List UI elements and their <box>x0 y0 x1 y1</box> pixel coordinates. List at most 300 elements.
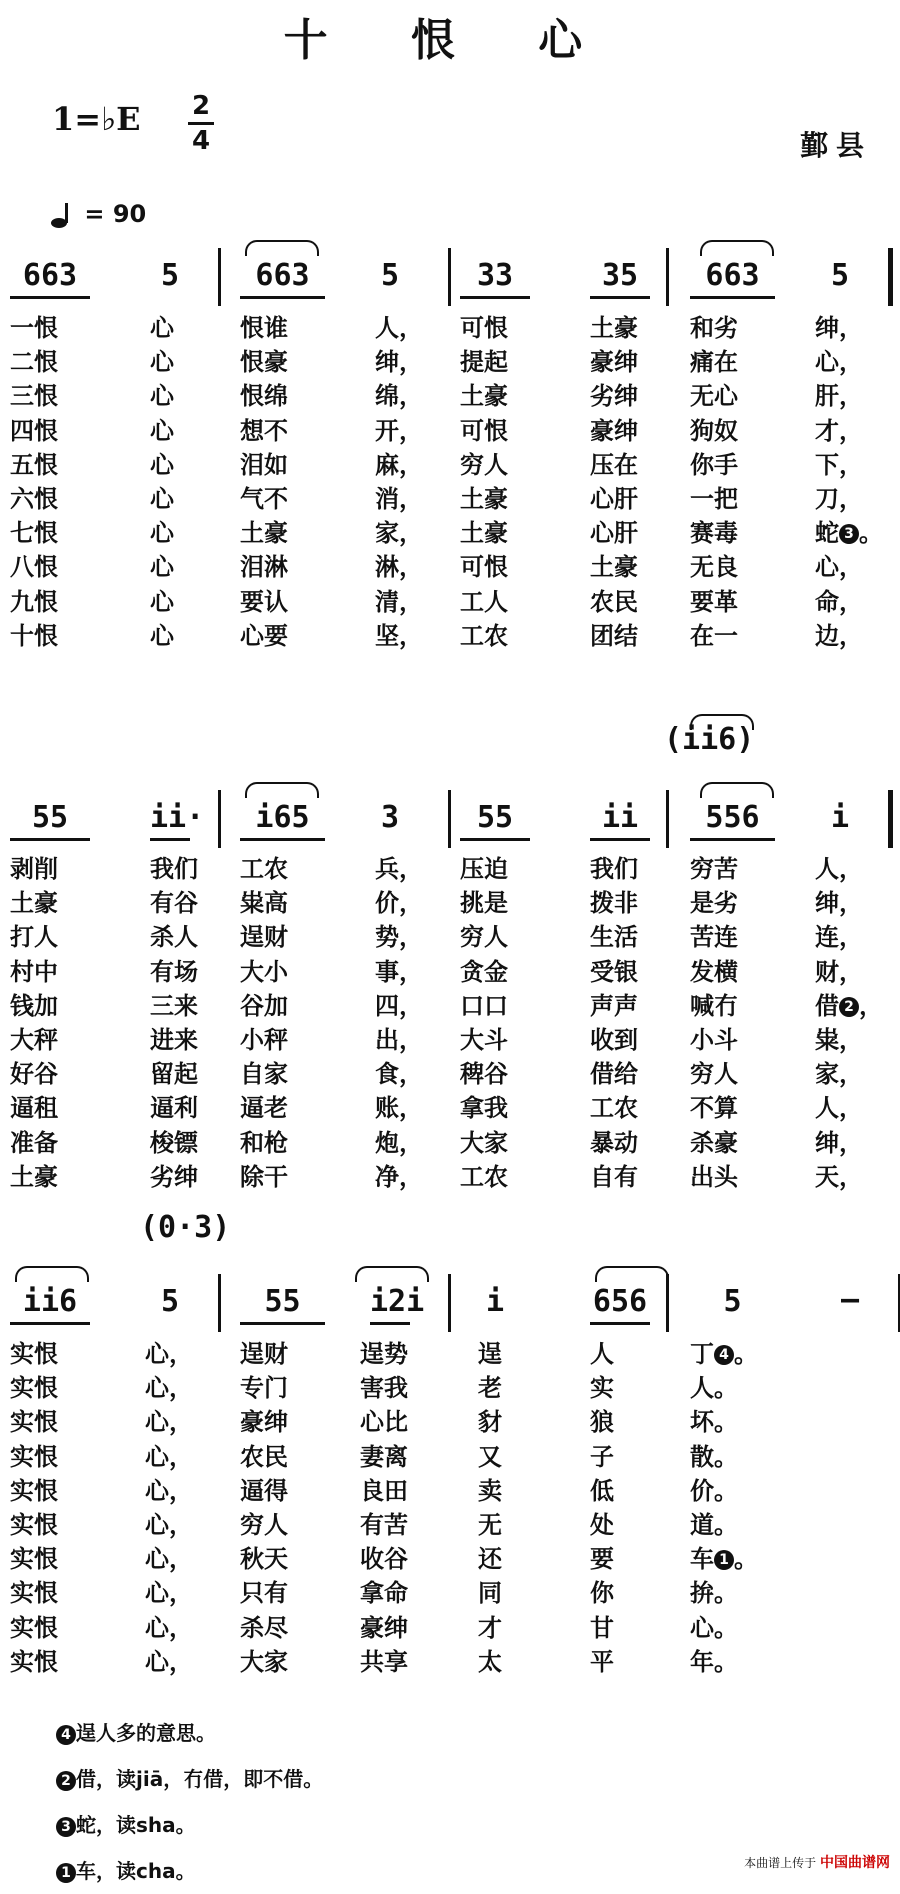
lyric-word: 心 <box>150 519 174 548</box>
lyric-word: 心， <box>145 1647 193 1676</box>
footnote-text: 借，读jiā，冇借，即不借。 <box>76 1767 324 1791</box>
slur-mark <box>245 782 319 798</box>
lyric-word: 工农 <box>590 1094 638 1123</box>
slur-mark <box>245 240 319 256</box>
lyric-word: 绅， <box>815 1128 863 1157</box>
bar-line <box>448 1274 451 1332</box>
lyric-word: 心， <box>145 1613 193 1642</box>
lyric-word: 杀人 <box>150 923 198 952</box>
lyric-verse <box>0 376 900 412</box>
lyric-word: 拚。 <box>690 1579 738 1608</box>
footnote-mark: 3 <box>56 1817 76 1837</box>
lyric-word: 坚， <box>375 621 423 650</box>
lyric-word: 泪淋 <box>240 553 288 582</box>
lyric-word: 土豪 <box>460 382 508 411</box>
lyric-word: 只有 <box>240 1579 288 1608</box>
lyric-word: 气不 <box>240 485 288 513</box>
lyric-word: 谷加 <box>240 991 288 1020</box>
note-group: 663 <box>10 256 90 299</box>
lyric-word: 农民 <box>240 1442 288 1471</box>
slur-mark <box>15 1266 89 1282</box>
lyric-verse <box>0 308 900 344</box>
lyric-word: 提起 <box>460 348 508 377</box>
lyric-verse <box>0 582 900 618</box>
lyric-word: 借 2 ， <box>815 991 883 1020</box>
lyric-word: 打人 <box>10 923 58 952</box>
lyric-word: 实恨 <box>10 1579 58 1608</box>
note-group: 55 <box>460 798 530 841</box>
song-title: 十 恨 心 <box>283 15 617 66</box>
lyric-word: 豺 <box>478 1408 502 1437</box>
lyric-word: 声声 <box>590 991 638 1020</box>
note-group: 663 <box>690 256 775 299</box>
lyric-word: 准备 <box>10 1128 58 1157</box>
lyric-word: 边， <box>815 621 863 650</box>
lyric-word: 有谷 <box>150 889 198 918</box>
lyric-word: 低 <box>590 1476 614 1505</box>
lyric-word: 豪绅 <box>590 348 638 377</box>
lyric-word: 心， <box>145 1442 193 1471</box>
lyric-verse <box>0 1608 900 1644</box>
lyric-word: 心， <box>145 1340 193 1368</box>
note-group: 5 <box>380 258 400 293</box>
region-label: 鄞县 <box>799 129 872 162</box>
lyric-verse <box>0 1573 900 1609</box>
note-group: i65 <box>240 798 325 841</box>
lyric-word: 肝， <box>815 382 863 411</box>
lyric-word: 压迫 <box>460 855 508 883</box>
bar-line <box>666 248 669 306</box>
lyric-word: 压在 <box>590 450 638 479</box>
lyric-word: 卖 <box>478 1476 502 1505</box>
alternate-notes-line-2: (ii6) <box>664 722 755 757</box>
lyric-word: 有苦 <box>360 1511 408 1539</box>
lyric-word: 有场 <box>150 957 198 986</box>
lyric-word: 劣绅 <box>150 1162 198 1191</box>
lyric-word: 要认 <box>240 587 288 616</box>
lyric-word: 借给 <box>590 1060 638 1089</box>
lyric-word: 散。 <box>690 1442 738 1471</box>
lyric-word: 心 <box>150 553 174 582</box>
note-group: i <box>485 1284 505 1319</box>
lyric-word: 财， <box>815 957 863 986</box>
footnote-2 <box>56 1756 323 1802</box>
lyric-word: 逞财 <box>240 1340 288 1368</box>
lyric-word: 下， <box>815 450 863 479</box>
lyric-word: 四， <box>375 991 423 1020</box>
lyric-word: 是劣 <box>690 889 738 918</box>
lyric-word: 年。 <box>690 1647 738 1676</box>
footnote-text: 车，读cha。 <box>76 1859 196 1883</box>
lyric-word: 炮， <box>375 1128 423 1157</box>
lyric-verse <box>0 1020 900 1056</box>
lyric-word: 清， <box>375 587 423 616</box>
lyric-word: 绅， <box>815 314 863 342</box>
lyric-word: 土豪 <box>460 485 508 513</box>
lyric-word: 泪如 <box>240 450 288 479</box>
note-group: 3 <box>380 800 400 835</box>
bar-line <box>218 790 221 848</box>
lyric-word: 工农 <box>240 855 288 883</box>
lyric-word: 拨非 <box>590 889 638 918</box>
lyric-word: 你 <box>590 1579 614 1608</box>
lyric-word: 挑是 <box>460 889 508 918</box>
lyric-word: 无心 <box>690 382 738 411</box>
lyric-word: 实恨 <box>10 1340 58 1368</box>
lyric-word: 人， <box>815 855 863 883</box>
lyric-verse <box>0 513 900 549</box>
lyric-word: 你手 <box>690 450 738 479</box>
lyric-word: 心 <box>150 314 174 342</box>
time-signature-bottom: 4 <box>191 126 211 156</box>
lyric-word: 好谷 <box>10 1060 58 1089</box>
note-group: 35 <box>590 256 650 299</box>
lyric-verse <box>0 1471 900 1507</box>
lyric-word: 七恨 <box>10 519 58 548</box>
lyric-word: 又 <box>478 1442 502 1471</box>
lyric-word: 出， <box>375 1026 423 1054</box>
lyric-word: 在一 <box>690 621 738 650</box>
lyric-word: 家， <box>375 519 423 548</box>
lyric-word: 梭镖 <box>150 1128 198 1157</box>
lyric-word: 狼 <box>590 1408 614 1437</box>
lyric-word: 心 <box>150 416 174 445</box>
bar-line <box>666 1274 669 1332</box>
time-signature <box>188 92 214 155</box>
lyric-word: 村中 <box>10 957 58 986</box>
lyric-word: 暴动 <box>590 1128 638 1157</box>
lyric-word: 土豪 <box>590 314 638 342</box>
lyric-verse <box>0 616 900 652</box>
lyric-word: 实恨 <box>10 1374 58 1403</box>
note-group: 5 <box>160 258 180 293</box>
lyric-word: 心 <box>150 587 174 616</box>
lyric-word: 我们 <box>150 855 198 883</box>
lyric-word: 天， <box>815 1162 863 1191</box>
lyric-word: 十恨 <box>10 621 58 650</box>
lyric-word: 心 <box>150 621 174 650</box>
lyric-word: 逞财 <box>240 923 288 952</box>
footnote-text: 蛇，读sha。 <box>76 1813 196 1837</box>
lyric-word: 恨豪 <box>240 348 288 377</box>
lyric-word: 兵， <box>375 855 423 883</box>
lyric-word: 土豪 <box>10 1162 58 1191</box>
upload-credit <box>744 1852 890 1872</box>
lyric-word: 丁 4 。 <box>690 1340 758 1368</box>
lyric-word: 八恨 <box>10 553 58 582</box>
lyric-word: 心 <box>150 382 174 411</box>
lyric-word: 大秤 <box>10 1026 58 1054</box>
lyric-word: 受银 <box>590 957 638 986</box>
lyric-word: 进来 <box>150 1026 198 1054</box>
lyric-word: 可恨 <box>460 553 508 582</box>
lyric-verse <box>0 1539 900 1575</box>
lyric-word: 收到 <box>590 1026 638 1054</box>
lyric-word: 贪金 <box>460 957 508 986</box>
quarter-note-icon <box>50 201 76 229</box>
slur-mark <box>595 1266 669 1282</box>
lyric-verse <box>0 883 900 919</box>
slur-mark <box>700 782 774 798</box>
lyric-verse <box>0 1054 900 1090</box>
time-signature-top: 2 <box>191 91 211 121</box>
lyric-word: 甘 <box>590 1613 614 1642</box>
lyric-word: 心， <box>145 1511 193 1539</box>
lyric-verse <box>0 952 900 988</box>
lyric-verse <box>0 445 900 481</box>
bar-line <box>448 790 451 848</box>
footnote-mark: 4 <box>714 1345 734 1365</box>
lyric-word: 喊冇 <box>690 991 738 1020</box>
lyric-word: 实恨 <box>10 1511 58 1539</box>
footnote-mark: 2 <box>839 997 859 1017</box>
lyric-word: 刀， <box>815 485 863 513</box>
lyric-word: 五恨 <box>10 450 58 479</box>
lyric-word: 小秤 <box>240 1026 288 1054</box>
lyric-word: 大小 <box>240 957 288 986</box>
lyric-word: 拿我 <box>460 1094 508 1123</box>
score-line-1 <box>0 248 900 308</box>
lyric-word: 工人 <box>460 587 508 616</box>
lyric-word: 实恨 <box>10 1647 58 1676</box>
alternate-notes-line-3: (0·3) <box>140 1210 231 1245</box>
footnote-mark: 4 <box>56 1725 76 1745</box>
lyric-word: 恨谁 <box>240 314 288 342</box>
note-group: 55 <box>240 1282 325 1325</box>
lyric-word: 人。 <box>690 1374 738 1403</box>
lyric-word: 麻， <box>375 450 423 479</box>
lyric-word: 粜高 <box>240 889 288 918</box>
lyric-word: 剥削 <box>10 855 58 883</box>
lyric-word: 农民 <box>590 587 638 616</box>
lyric-word: 同 <box>478 1579 502 1608</box>
lyric-word: 豪绅 <box>360 1613 408 1642</box>
lyric-word: 心比 <box>360 1408 408 1437</box>
lyric-word: 蛇 3 。 <box>815 519 883 548</box>
lyric-word: 和枪 <box>240 1128 288 1157</box>
footnote-text: 逞人多的意思。 <box>76 1721 216 1745</box>
lyric-word: 痛在 <box>690 348 738 377</box>
footnote-mark: 1 <box>714 1550 734 1570</box>
lyric-word: 逞势 <box>360 1340 408 1368</box>
lyric-word: 可恨 <box>460 416 508 445</box>
footnote-mark: 2 <box>56 1771 76 1791</box>
lyric-word: 发横 <box>690 957 738 986</box>
lyric-word: 穷苦 <box>690 855 738 883</box>
lyric-word: 账， <box>375 1094 423 1123</box>
credit-prefix: 本曲谱上传于 <box>744 1856 817 1870</box>
lyric-word: 太 <box>478 1647 502 1676</box>
lyric-word: 人， <box>815 1094 863 1123</box>
lyric-word: 苦连 <box>690 923 738 952</box>
lyric-word: 一把 <box>690 485 738 513</box>
lyric-verse <box>0 479 900 515</box>
note-group: 33 <box>460 256 530 299</box>
lyric-word: 处 <box>590 1511 614 1539</box>
lyric-word: 杀豪 <box>690 1128 738 1157</box>
lyric-word: 妻离 <box>360 1442 408 1471</box>
note-group: 55 <box>10 798 90 841</box>
lyric-word: 拿命 <box>360 1579 408 1608</box>
lyric-word: 逼得 <box>240 1476 288 1505</box>
lyric-word: 秋天 <box>240 1545 288 1574</box>
note-group: 556 <box>690 798 775 841</box>
lyric-word: 自家 <box>240 1060 288 1089</box>
lyric-word: 平 <box>590 1647 614 1676</box>
lyric-word: 除干 <box>240 1162 288 1191</box>
note-group: 5 <box>723 1284 742 1319</box>
lyric-word: 绅， <box>815 889 863 918</box>
lyric-verse <box>0 917 900 953</box>
lyric-word: 四恨 <box>10 416 58 445</box>
lyric-word: 才 <box>478 1613 502 1642</box>
note-group: ii· <box>150 798 190 841</box>
lyric-word: 食， <box>375 1060 423 1089</box>
lyric-verse <box>0 1402 900 1438</box>
lyric-word: 逼租 <box>10 1094 58 1123</box>
lyric-word: 三来 <box>150 991 198 1020</box>
lyric-word: 大家 <box>460 1128 508 1157</box>
lyric-word: 豪绅 <box>240 1408 288 1437</box>
bar-line <box>888 248 893 306</box>
lyric-word: 心， <box>145 1408 193 1437</box>
lyric-word: 三恨 <box>10 382 58 411</box>
note-group: ii <box>590 798 650 841</box>
lyric-word: 工农 <box>460 621 508 650</box>
lyric-verse <box>0 986 900 1022</box>
lyric-word: 收谷 <box>360 1545 408 1574</box>
lyric-word: 心， <box>145 1545 193 1574</box>
lyric-word: 净， <box>375 1162 423 1191</box>
lyric-word: 实 <box>590 1374 614 1403</box>
lyric-word: 要革 <box>690 587 738 616</box>
lyric-verse <box>0 342 900 378</box>
lyric-word: 劣绅 <box>590 382 638 411</box>
lyric-word: 实恨 <box>10 1442 58 1471</box>
lyric-word: 还 <box>478 1545 502 1574</box>
lyric-word: 心 <box>150 485 174 513</box>
lyric-word: 实恨 <box>10 1408 58 1437</box>
score-line-2 <box>0 790 900 850</box>
lyric-word: 自有 <box>590 1162 638 1191</box>
lyric-word: 杀尽 <box>240 1613 288 1642</box>
lyric-word: 口口 <box>460 991 508 1020</box>
lyric-verse <box>0 1437 900 1473</box>
lyric-verse <box>0 1123 900 1159</box>
lyric-word: 心， <box>815 348 863 377</box>
lyric-word: 绵， <box>375 382 423 411</box>
lyric-word: 土豪 <box>240 519 288 548</box>
lyric-word: 团结 <box>590 621 638 650</box>
footnote-1 <box>56 1710 323 1756</box>
bar-line <box>218 248 221 306</box>
lyric-word: 九恨 <box>10 587 58 616</box>
lyric-word: 留起 <box>150 1060 198 1089</box>
tempo-value: = 90 <box>84 200 147 228</box>
lyric-word: 逼老 <box>240 1094 288 1123</box>
lyric-word: 开， <box>375 416 423 445</box>
lyric-word: 老 <box>478 1374 502 1403</box>
lyric-word: 土豪 <box>10 889 58 918</box>
lyric-word: 坏。 <box>690 1408 738 1437</box>
lyric-word: 我们 <box>590 855 638 883</box>
lyric-verse <box>0 411 900 447</box>
lyric-word: 心肝 <box>590 519 638 548</box>
lyric-verse <box>0 1368 900 1404</box>
lyric-word: 连， <box>815 923 863 952</box>
bar-line <box>218 1274 221 1332</box>
lyric-word: 实恨 <box>10 1476 58 1505</box>
footnote-mark: 3 <box>839 524 859 544</box>
bar-line <box>666 790 669 848</box>
slur-mark <box>355 1266 429 1282</box>
lyric-word: 心 <box>150 450 174 479</box>
lyric-word: 不算 <box>690 1094 738 1123</box>
lyric-word: 稗谷 <box>460 1060 508 1089</box>
footnote-3 <box>56 1802 323 1848</box>
lyric-word: 要 <box>590 1545 614 1574</box>
key-signature: 1=♭E <box>52 100 141 138</box>
lyric-word: 心， <box>815 553 863 582</box>
lyric-word: 实恨 <box>10 1613 58 1642</box>
lyric-verse <box>0 849 900 885</box>
credit-site-logo[interactable]: 中国曲谱网 <box>820 1855 890 1871</box>
lyric-word: 狗奴 <box>690 416 738 445</box>
lyric-word: 心， <box>145 1374 193 1403</box>
score-line-3 <box>0 1274 900 1334</box>
lyric-word: 土豪 <box>460 519 508 548</box>
note-group: i2i <box>370 1282 410 1325</box>
lyric-word: 大斗 <box>460 1026 508 1054</box>
lyric-word: 无良 <box>690 553 738 582</box>
lyric-word: 事， <box>375 957 423 986</box>
lyric-word: 实恨 <box>10 1545 58 1574</box>
lyric-verse <box>0 1334 900 1370</box>
note-group: 5 <box>160 1284 180 1319</box>
footnote-4 <box>56 1848 323 1894</box>
lyric-word: 势， <box>375 923 423 952</box>
lyric-word: 可恨 <box>460 314 508 342</box>
note-group: 656 <box>590 1282 650 1325</box>
lyric-word: 害我 <box>360 1374 408 1403</box>
lyric-word: 绅， <box>375 348 423 377</box>
lyric-word: 豪绅 <box>590 416 638 445</box>
lyric-word: 小斗 <box>690 1026 738 1054</box>
slur-mark <box>700 240 774 256</box>
lyric-word: 穷人 <box>460 450 508 479</box>
slur-mark <box>690 714 754 730</box>
lyric-word: 逼利 <box>150 1094 198 1123</box>
lyric-word: 人 <box>590 1340 614 1368</box>
lyric-word: 心要 <box>240 621 288 650</box>
lyric-verse <box>0 1642 900 1678</box>
lyric-word: 心肝 <box>590 485 638 513</box>
lyric-word: 良田 <box>360 1476 408 1505</box>
lyric-word: 淋， <box>375 553 423 582</box>
lyric-verse <box>0 1157 900 1193</box>
lyric-word: 和劣 <box>690 314 738 342</box>
lyric-word: 心， <box>145 1579 193 1608</box>
lyric-word: 穷人 <box>240 1511 288 1539</box>
lyric-word: 车 1 。 <box>690 1545 758 1574</box>
lyric-word: 共享 <box>360 1647 408 1676</box>
lyric-word: 土豪 <box>590 553 638 582</box>
note-group: ii6 <box>10 1282 90 1325</box>
lyric-word: 粜， <box>815 1026 863 1054</box>
lyric-word: 才， <box>815 416 863 445</box>
bar-line <box>448 248 451 306</box>
lyric-verse <box>0 1088 900 1124</box>
